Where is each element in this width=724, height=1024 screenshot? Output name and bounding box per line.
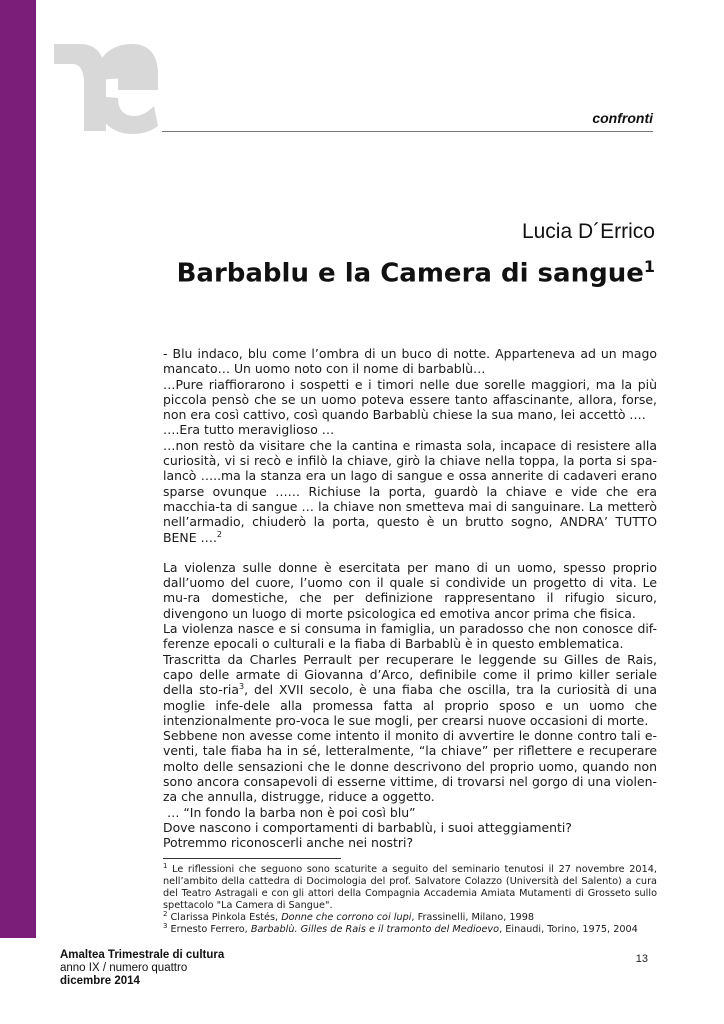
footnote-book-title: Donne che corrono coi lupi [281, 911, 412, 923]
footnote-number: 3 [163, 921, 168, 930]
body-paragraph [163, 438, 657, 545]
footnotes [163, 861, 657, 935]
page-number: 13 [635, 953, 648, 965]
footnote-2 [163, 909, 657, 924]
body-paragraph: Sebbene non avesse come intento il monito di avvertire le donne contro tali e-venti, tale fiaba ha in sé, letteralmente, “la chiave” per riflettere e recuperare molto delle sensazioni che le donne descrivono del proprio uomo, quando non sono ancora consapevoli di esserne vittime, di trovarsi nel gorgo di una violen-za che annulla, distrugge, riduce a oggetto. [163, 728, 657, 805]
body-paragraph: …Pure riaffiorarono i sospetti e i timori nelle due sorelle maggiori, ma la più piccola pensò che se un uomo poteva essere tanto affascinante, allora, forse, non era così cattivo, così quando Barbablù chiese la sua mano, lei accettò .… [163, 376, 657, 423]
body-text: , del XVII secolo, è una fiaba che oscilla, tra la curiosità di una moglie infe-dele alla promessa fatta al proprio sposo e un uomo che intenzionalmente pro-voca le sue mogli, per crearsi nuove occasioni di morte. [163, 682, 657, 728]
footnote-text: Ernesto Ferrero, [167, 923, 251, 935]
footnote-book-title: Barbablù. Gilles de Rais e il tramonto del Medioevo [250, 923, 500, 935]
article-title-text: Barbablu e la Camera di sangue [176, 258, 644, 289]
footnote-text: Le riflessioni che seguono sono scaturite a seguito del seminario tenutosi il 27 novembre 2014, nell’ambito della cattedra di Docimologia del prof. Salvatore Colazzo (Università del Salento) a cura del Teatro Astragali e con gli attori della Compagnia Accademia Amiata Mutamenti di Grosseto sullo spettacolo "La Camera di Sangue". [163, 864, 657, 911]
paragraph-gap [163, 545, 657, 560]
body-paragraph: … “In fondo la barba non è poi così blu” [163, 804, 416, 820]
footnote-number: 2 [163, 909, 168, 918]
body-paragraph [163, 652, 657, 728]
footnote-3 [163, 921, 657, 936]
body-paragraph: Potremmo riconoscerli anche nei nostri? [163, 835, 414, 851]
footnote-text: , Frassinelli, Milano, 1998 [411, 911, 535, 923]
section-label: confronti [592, 110, 653, 126]
journal-issue: anno IX / numero quattro [60, 962, 188, 974]
page-sidebar-band [0, 0, 36, 938]
footnote-1 [163, 861, 657, 912]
journal-logo-ae [50, 40, 160, 135]
footnote-number: 1 [163, 861, 168, 870]
journal-date: dicembre 2014 [60, 975, 140, 987]
article-author: Lucia D´Errico [521, 220, 655, 243]
body-paragraph: La violenza sulle donne è esercitata per mano di un uomo, spesso proprio dall’uomo del cuore, l’uomo con il quale si condivide un progetto di vita. Le mu-ra domestiche, che per definizione rappresentano il rifugio sicuro, divengono un luogo di morte psicologica ed emotiva ancor prima che fisica. [163, 559, 657, 621]
body-paragraph: La violenza nasce e si consuma in famiglia, un paradosso che non conosce dif-ferenze epocali o culturali e la fiaba di Barbablù è in questo emblematica. [163, 621, 657, 652]
article-body [163, 346, 657, 851]
title-footnote-ref: 1 [643, 257, 655, 276]
footnote-ref: 2 [216, 529, 222, 539]
page-footer [60, 949, 224, 988]
journal-name: Amaltea Trimestrale di cultura [60, 949, 225, 961]
body-paragraph: Dove nascono i comportamenti di barbablù, i suoi atteggiamenti? [163, 819, 572, 835]
header-rule [162, 131, 653, 132]
footnote-text: , Einaudi, Torino, 1975, 2004 [499, 923, 638, 935]
article-title [177, 257, 655, 289]
body-paragraph: ….Era tutto meraviglioso … [163, 422, 335, 438]
body-paragraph: - Blu indaco, blu come l’ombra di un buco di notte. Apparteneva ad un mago mancato… Un uomo noto con il nome di barbablù… [163, 346, 657, 377]
footnote-rule [163, 858, 341, 859]
footnote-text: Clarissa Pinkola Estés, [167, 911, 282, 923]
footnote-ref: 3 [238, 682, 245, 692]
body-text: …non restò da visitare che la cantina e rimasta sola, incapace di resistere alla curiosità, vi si recò e infilò la chiave, girò la chiave nella toppa, la porta si spa-lancò …..ma la stanza era un lago di sangue e ossa annerite di cadaveri erano sparse ovunque …… Richiuse la porta, guardò la chiave e vide che era macchia-ta di sangue … la chiave non smetteva mai di sanguinare. La metterò nell’armadio, chiuderò la porta, questo è un brutto sogno, ANDRA’ TUTTO BENE …. [163, 437, 657, 545]
body-text: Trascritta da Charles Perrault per recuperare le leggende su Gilles de Rais, capo delle armate di Giovanna d’Arco, definibile come il primo killer seriale della sto-ria [163, 651, 657, 698]
